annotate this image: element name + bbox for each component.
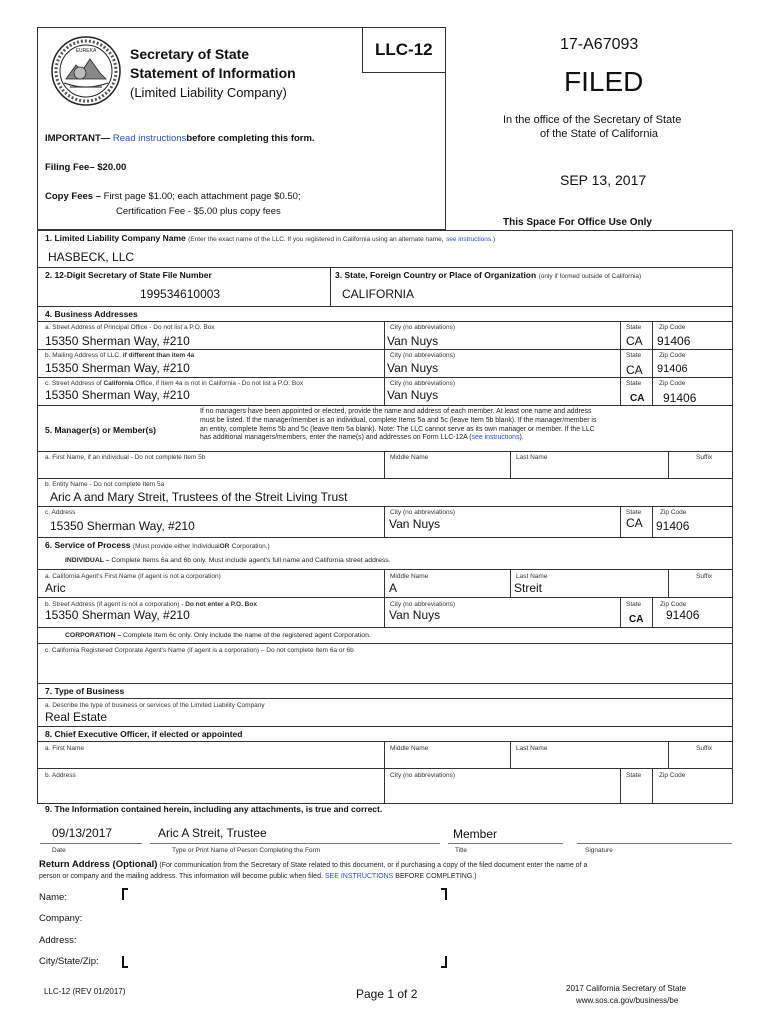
sep-5c-zip-col: [652, 506, 653, 537]
copy-fees: [45, 191, 301, 202]
item-4c-state-label: State: [626, 380, 642, 387]
office-line-2: of the State of California: [540, 128, 659, 140]
item-6c-label: c. California Registered Corporate Agent's Name (if agent is a corporation) – Do not complete Item 6a or 6b: [45, 647, 354, 654]
return-address-text-2-end: BEFORE COMPLETING.): [395, 873, 477, 880]
item-1-label: [45, 233, 495, 243]
sep-6-corp-top: [37, 627, 733, 628]
signer-name-field[interactable]: Aric A Streit, Trustee: [158, 826, 267, 840]
footer-copyright: 2017 California Secretary of State: [566, 984, 687, 993]
signature-date-field[interactable]: 09/13/2017: [52, 826, 113, 840]
title-line-3: (Limited Liability Company): [130, 85, 287, 100]
sep-8b-city-col: [384, 768, 385, 803]
individual-note-rest: Complete Items 6a and 6b only. Must include agent's full name and California street address.: [111, 557, 391, 564]
corporation-note-rest: Complete Item 6c only. Only include the name of the registered agent Corporation.: [123, 632, 371, 639]
sep-4-city-col: [384, 321, 385, 405]
individual-note: [65, 557, 391, 564]
member-state-field[interactable]: CA: [626, 516, 643, 530]
sep-6a-top: [37, 569, 733, 570]
sep-8-top: [37, 726, 733, 727]
sep-7a-top: [37, 698, 733, 699]
office-use-note: This Space For Office Use Only: [503, 217, 652, 228]
sep-8b-state-col: [620, 768, 621, 803]
sep-5a-last-col: [510, 451, 511, 478]
copy-fees-line-2: Certification Fee - $5.00 plus copy fees: [116, 206, 281, 217]
form-revision: LLC-12 (REV 01/2017): [44, 987, 126, 996]
sep-4-top: [37, 306, 733, 307]
sep-7-top: [37, 683, 733, 684]
item-6b-label: [45, 601, 257, 608]
item-5-label: 5. Manager(s) or Member(s): [45, 425, 156, 435]
item-8-label: 8. Chief Executive Officer, if elected or appointed: [45, 729, 243, 739]
item-5a-label: a. First Name, if an individual - Do not complete Item 5b: [45, 454, 206, 461]
item-6-title: 6. Service of Process: [45, 540, 131, 550]
important-note: [45, 133, 315, 144]
item-4b-label-pre: b. Mailing Address of LLC,: [45, 352, 121, 359]
form-left-border: [37, 230, 38, 803]
sep-4a-top: [37, 321, 733, 322]
sep-8a-suffix-col: [668, 741, 669, 768]
item-1-title: 1. Limited Liability Company Name: [45, 233, 186, 243]
item-4a-zip-label: Zip Code: [659, 324, 686, 331]
title-label: Title: [455, 847, 468, 854]
item-5-instructions: [200, 408, 596, 443]
item-8a-middle-label: Middle Name: [390, 745, 429, 752]
item-6b-label-bold: Do not enter a P.O. Box: [185, 601, 257, 608]
sep-6a-suffix-col: [668, 569, 669, 597]
important-rest: before completing this form.: [186, 133, 315, 144]
return-address-instructions-link[interactable]: SEE INSTRUCTIONS: [324, 873, 394, 880]
corporation-note: [65, 632, 371, 639]
item-7a-label: a. Describe the type of business or services of the Limited Liability Company: [45, 702, 265, 709]
name-label: Type or Print Name of Person Completing the Form: [172, 847, 321, 854]
item-4b-label-bold: if different than item 4a: [122, 352, 195, 359]
return-address-label-field: Address:: [39, 935, 77, 946]
item-1-instructions-link[interactable]: see instructions: [445, 236, 492, 243]
business-type-field[interactable]: Real Estate: [45, 710, 108, 724]
item-4c-zip-label: Zip Code: [659, 380, 686, 387]
bracket-bottom-right: [441, 956, 447, 968]
return-address-line-1: [39, 859, 587, 870]
item-5-instructions-line-4: [200, 434, 596, 443]
llc-name-field[interactable]: HASBECK, LLC: [48, 250, 135, 264]
filed-status: FILED: [564, 66, 644, 97]
item-6b-city-label: City (no abbreviations): [390, 601, 456, 608]
agent-city-field[interactable]: Van Nuys: [389, 608, 441, 622]
sep-6b-top: [37, 597, 733, 598]
title-line-2: Statement of Information: [130, 65, 296, 81]
sep-5b-top: [37, 478, 733, 479]
entity-name-field[interactable]: Aric A and Mary Streit, Trustees of the Streit Living Trust: [50, 490, 348, 504]
california-office-state-field[interactable]: CA: [630, 393, 645, 404]
mailing-city-field[interactable]: Van Nuys: [387, 361, 439, 375]
sep-4b-top: [37, 349, 733, 350]
item-6b-zip-label: Zip Code: [660, 601, 687, 608]
title-line-1: Secretary of State: [130, 46, 250, 62]
item-4a-label: a. Street Address of Principal Office - Do not list a P.O. Box: [45, 324, 215, 331]
item-4a-state-label: State: [626, 324, 642, 331]
sep-2-3-divider: [330, 267, 331, 306]
corporate-agent-field[interactable]: [40, 657, 730, 681]
principal-city-field[interactable]: Van Nuys: [387, 334, 439, 348]
document-number: 17-A67093: [560, 36, 639, 53]
bracket-top-right: [441, 888, 447, 900]
item-8a-suffix-label: Suffix: [696, 745, 713, 752]
agent-street-field[interactable]: 15350 Sherman Way, #210: [45, 608, 190, 622]
signature-label: Signature: [585, 847, 613, 854]
item-3-label: [335, 270, 641, 280]
item-4c-label-bold: California: [103, 380, 134, 387]
name-line: [150, 843, 440, 844]
office-line-1: In the office of the Secretary of State: [503, 114, 682, 126]
return-address-text-1: (For communication from the Secretary of State related to this document, or if purchasing a copy of the filed document enter the name of a: [159, 862, 588, 869]
sep-8b-top: [37, 768, 733, 769]
item-4c-label-pre: c. Street Address of: [45, 380, 102, 387]
sep-6a-last-col: [510, 569, 511, 597]
item-5c-zip-label: Zip Code: [660, 509, 687, 516]
title-line: [448, 843, 563, 844]
item-5c-city-label: City (no abbreviations): [390, 509, 456, 516]
item-8b-city-label: City (no abbreviations): [390, 772, 456, 779]
agent-zip-field[interactable]: 91406: [666, 608, 700, 622]
item-2-label: 2. 12-Digit Secretary of State File Number: [45, 270, 212, 280]
sep-1-top: [37, 230, 733, 231]
sep-5a-top: [37, 451, 733, 452]
item-4a-city-label: City (no abbreviations): [390, 324, 456, 331]
signature-line: [577, 843, 732, 844]
item-4-label: 4. Business Addresses: [45, 309, 138, 319]
file-number-field[interactable]: 199534610003: [140, 287, 221, 301]
sep-5a-suffix-col: [668, 451, 669, 478]
copy-fees-label: Copy Fees –: [45, 191, 101, 202]
item-6-label: [45, 540, 270, 550]
sep-6b-city-col: [384, 597, 385, 627]
return-name-label: Name:: [39, 892, 67, 903]
item-4b-zip-label: Zip Code: [659, 352, 686, 359]
item-6-note-post: Corporation.): [231, 543, 270, 550]
item-5a-suffix-label: Suffix: [696, 454, 713, 461]
form-right-border: [732, 230, 733, 803]
item-4c-city-label: City (no abbreviations): [390, 380, 456, 387]
return-address-label: Return Address (Optional): [39, 859, 158, 870]
item-9-label: 9. The Information contained herein, including any attachments, is true and correct.: [45, 804, 383, 814]
sep-4-state-col: [620, 321, 621, 405]
sep-6a-middle-col: [384, 569, 385, 597]
mailing-state-field[interactable]: CA: [626, 363, 643, 377]
item-4b-state-label: State: [626, 352, 642, 359]
form-id-divider: [362, 27, 363, 72]
sep-6b-state-col: [620, 597, 621, 627]
sep-5c-state-col: [620, 506, 621, 537]
sep-5a-middle-col: [384, 451, 385, 478]
date-line: [40, 843, 142, 844]
sep-5c-city-col: [384, 506, 385, 537]
state-seal: [50, 35, 122, 107]
return-address-text-2: person or company and the mailing address. This information will become public when filed.: [39, 873, 323, 880]
sep-4-zip-col: [652, 321, 653, 405]
agent-middle-name-field[interactable]: A: [389, 581, 398, 595]
item-5-instructions-line-1: If no managers have been appointed or elected, provide the name and address of each member. At least one name and address: [200, 408, 592, 415]
item-5-instructions-line-2: must be listed. If the manager/member is an individual, complete Items 5a and 5c (leave Item 5b blank). If the manager/member is: [200, 416, 597, 424]
sep-4c-top: [37, 377, 733, 378]
form-id-underline: [362, 72, 446, 73]
sep-8a-top: [37, 741, 733, 742]
california-office-street-field[interactable]: 15350 Sherman Way, #210: [45, 388, 190, 402]
item-5a-middle-label: Middle Name: [390, 454, 429, 461]
agent-first-name-field[interactable]: Aric: [45, 581, 66, 595]
member-city-field[interactable]: Van Nuys: [389, 517, 441, 531]
item-5-instructions-line-4-end: ).: [519, 434, 524, 442]
item-5-instructions-link[interactable]: see instructions: [471, 434, 520, 442]
sep-8b-zip-col: [652, 768, 653, 803]
item-8a-last-label: Last Name: [516, 745, 548, 752]
item-5-instructions-line-3: an entity, complete Items 5b and 5c (leave Item 5a blank). Note: The LLC cannot serve as its own manager or member. If the LLC: [200, 425, 595, 433]
state-of-organization-field[interactable]: CALIFORNIA: [342, 287, 415, 301]
item-7-label: 7. Type of Business: [45, 686, 125, 696]
item-8b-label: b. Address: [45, 772, 76, 779]
sep-6b-zip-col: [652, 597, 653, 627]
item-8b-zip-label: Zip Code: [659, 772, 686, 779]
agent-last-name-field[interactable]: Streit: [514, 581, 543, 595]
date-label: Date: [52, 847, 66, 854]
item-6-note-or: OR: [219, 543, 230, 550]
bracket-bottom-left: [122, 956, 128, 968]
filed-date: SEP 13, 2017: [560, 172, 647, 188]
sep-5c-top: [37, 506, 733, 507]
principal-state-field[interactable]: CA: [626, 334, 643, 348]
item-5c-label: c. Address: [45, 509, 76, 516]
read-instructions-link[interactable]: Read instructions: [112, 133, 187, 144]
item-6a-middle-label: Middle Name: [390, 573, 429, 580]
bracket-top-left: [122, 888, 128, 900]
corporation-note-bold: CORPORATION –: [65, 632, 122, 639]
item-3-note: (only if formed outside of California): [538, 273, 642, 280]
item-1-note: (Enter the exact name of the LLC. If you registered in California using an alternate name,: [188, 236, 444, 243]
copy-fees-line-1: First page $1.00; each attachment page $0.50;: [103, 191, 301, 202]
svg-text:EUREKA: EUREKA: [75, 48, 97, 54]
form-id: LLC-12: [375, 40, 433, 59]
sep-6-top: [37, 537, 733, 538]
item-5-instructions-line-4-text: has additional managers/members, enter the name(s) and addresses on Form LLC-12A (: [200, 434, 472, 442]
item-6b-state-label: State: [626, 601, 642, 608]
item-8b-state-label: State: [626, 772, 642, 779]
item-8a-label: a. First Name: [45, 745, 85, 752]
california-office-zip-field[interactable]: 91406: [663, 391, 697, 405]
item-6b-label-pre: b. Street Address (if agent is not a corporation) -: [45, 601, 184, 608]
member-street-field[interactable]: 15350 Sherman Way, #210: [50, 519, 195, 533]
return-company-label: Company:: [39, 913, 83, 924]
return-address-box[interactable]: [122, 888, 447, 968]
footer-url: www.sos.ca.gov/business/be: [576, 996, 679, 1005]
principal-street-field[interactable]: 15350 Sherman Way, #210: [45, 334, 190, 348]
filing-fee: Filing Fee– $20.00: [45, 162, 127, 173]
item-4b-city-label: City (no abbreviations): [390, 352, 456, 359]
item-6a-label: a. California Agent's First Name (if agent is not a corporation): [45, 573, 221, 580]
return-csz-label: City/State/Zip:: [39, 956, 99, 967]
sep-5-top: [37, 405, 733, 406]
sep-8a-last-col: [510, 741, 511, 768]
sep-8a-middle-col: [384, 741, 385, 768]
item-5c-state-label: State: [626, 509, 642, 516]
mailing-street-field[interactable]: 15350 Sherman Way, #210: [45, 361, 190, 375]
page-number: Page 1 of 2: [356, 987, 418, 1001]
california-office-city-field[interactable]: Van Nuys: [387, 388, 439, 402]
item-4c-label: [45, 380, 303, 387]
item-6a-suffix-label: Suffix: [696, 573, 713, 580]
item-5b-label: b. Entity Name - Do not complete Item 5a: [45, 481, 165, 488]
item-1-note-end: .): [491, 236, 496, 243]
sep-6c-top: [37, 643, 733, 644]
agent-state-field[interactable]: CA: [629, 614, 644, 625]
item-4c-label-post: Office, if Item 4a is not in California - Do not list a P.O. Box: [135, 380, 304, 387]
signer-title-field[interactable]: Member: [453, 827, 498, 841]
member-zip-field[interactable]: 91406: [656, 519, 690, 533]
return-address-line-2: [39, 873, 477, 880]
item-5a-last-label: Last Name: [516, 454, 548, 461]
item-6-note-pre: (Must provide either Individual: [132, 543, 220, 550]
item-4b-label: [45, 352, 194, 359]
item-6a-last-label: Last Name: [516, 573, 548, 580]
individual-note-bold: INDIVIDUAL –: [65, 557, 110, 564]
principal-zip-field[interactable]: 91406: [657, 334, 691, 348]
item-3-title: 3. State, Foreign Country or Place of Organization: [335, 270, 537, 280]
important-label: IMPORTANT—: [45, 133, 111, 144]
mailing-zip-field[interactable]: 91406: [657, 363, 688, 375]
sep-2-top: [37, 267, 733, 268]
